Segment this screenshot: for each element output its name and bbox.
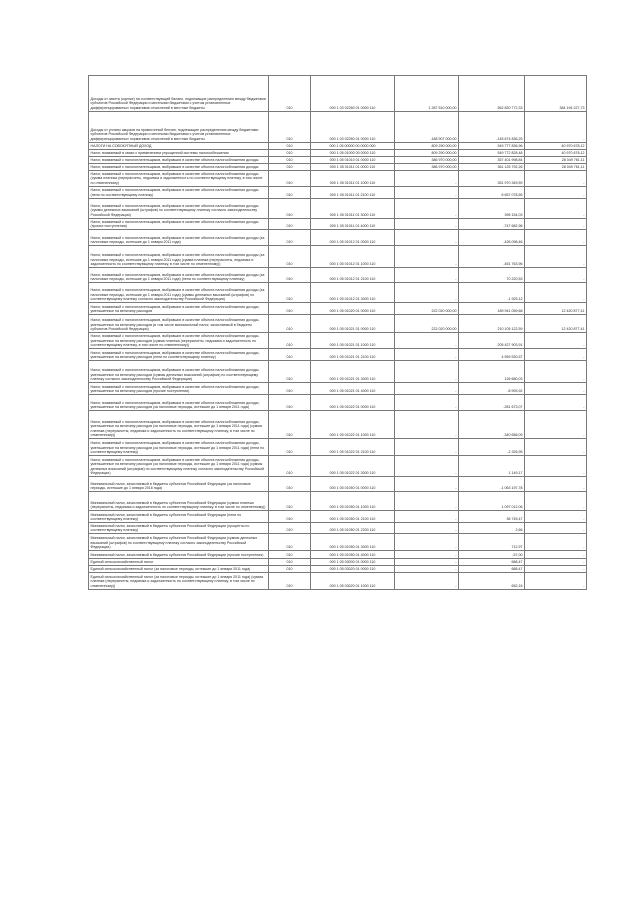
row-approved: - bbox=[395, 230, 459, 246]
table-row bbox=[89, 534, 587, 551]
row-executed: 189 941 059,68 bbox=[459, 303, 525, 315]
row-name: Налог, взимаемый с налогоплательщиков, выбравших в качестве объекта налогообложения доходы (пени по соответствующему платежу) bbox=[89, 187, 269, 199]
row-budget-code: 000 1 05 01010 01 0000 110 bbox=[311, 157, 395, 164]
row-executed: -451 763,96 bbox=[459, 246, 525, 268]
table-row bbox=[89, 572, 587, 589]
row-executed: 549 777 836,96 bbox=[459, 143, 525, 150]
row-approved: - bbox=[395, 477, 459, 492]
row-approved: - bbox=[395, 268, 459, 283]
table-row bbox=[89, 303, 587, 315]
row-remaining: - bbox=[525, 559, 587, 566]
row-approved: - bbox=[395, 456, 459, 477]
row-remaining: 40 970 678,12 bbox=[525, 143, 587, 150]
row-approved: - bbox=[395, 283, 459, 303]
row-approved: - bbox=[395, 333, 459, 349]
row-line-code: 010 bbox=[269, 230, 311, 246]
row-executed: 210 105 122,59 bbox=[459, 315, 525, 333]
table-row bbox=[89, 230, 587, 246]
row-remaining: - bbox=[525, 230, 587, 246]
table-row bbox=[89, 477, 587, 492]
row-budget-code: 000 1 05 01011 01 2100 110 bbox=[311, 187, 395, 199]
row-remaining: - bbox=[525, 492, 587, 511]
row-remaining: - bbox=[525, 187, 587, 199]
row-line-code: 010 bbox=[269, 157, 311, 164]
row-remaining: - bbox=[525, 477, 587, 492]
row-executed: -426 098,46 bbox=[459, 230, 525, 246]
row-name: Налог, взимаемый с налогоплательщиков, выбравших в качестве объекта налогообложения доходы (за налоговые периоды, истекшие до 1 января 2011 года) (суммы денежных взысканий (штрафов) по соответствующему платежу согласно законодательству Российской Федерации) bbox=[89, 283, 269, 303]
table-row bbox=[89, 315, 587, 333]
row-budget-code: 000 1 05 01022 01 0000 110 bbox=[311, 395, 395, 411]
row-remaining: - bbox=[525, 395, 587, 411]
row-budget-code: 000 1 03 02260 01 0000 110 bbox=[311, 76, 395, 112]
row-budget-code: 000 1 05 01012 01 3000 110 bbox=[311, 283, 395, 303]
row-approved: 809 290 000,00 bbox=[395, 143, 459, 150]
table-row bbox=[89, 76, 587, 112]
row-name: Единый сельскохозяйственный налог bbox=[89, 559, 269, 566]
row-name: Минимальный налог, зачисляемый в бюджеты субъектов Российской Федерации (суммы денежных взысканий (штрафов) по соответствующему платежу согласно законодательству Российской Федерации) bbox=[89, 534, 269, 551]
row-line-code: 010 bbox=[269, 534, 311, 551]
table-row bbox=[89, 361, 587, 383]
row-name: Налог, взимаемый с налогоплательщиков, выбравших в качестве объекта налогообложения доходы, уменьшенные на величину расходов (за налоговые периоды, истекшие до 1 января 2011 года) bbox=[89, 395, 269, 411]
row-name: Налог, взимаемый с налогоплательщиков, выбравших в качестве объекта налогообложения доходы, уменьшенные на величину расходов (прочие поступления) bbox=[89, 383, 269, 395]
row-approved: - bbox=[395, 199, 459, 219]
table-row bbox=[89, 395, 587, 411]
row-remaining: 384 194 227,73 bbox=[525, 76, 587, 112]
row-name: Единый сельскохозяйственный налог (за налоговые периоды, истекшие до 1 января 2011 года) bbox=[89, 566, 269, 573]
row-approved: 222 020 000,00 bbox=[395, 315, 459, 333]
row-approved: 222 020 000,00 bbox=[395, 303, 459, 315]
table-row bbox=[89, 349, 587, 361]
row-budget-code: 000 1 05 03020 01 1000 110 bbox=[311, 572, 395, 589]
row-name: Доходы от уплаты акцизов на прямогонный бензин, подлежащие распределению между бюджетами субъектов Российской Федерации и местными бюджетами с учетом установленных дифференцированных нормативов отчислений в местные бюджеты bbox=[89, 112, 269, 143]
table-row bbox=[89, 143, 587, 150]
row-executed: 1 149,17 bbox=[459, 456, 525, 477]
row-name: Налог, взимаемый в связи с применением упрощенной системы налогообложения bbox=[89, 150, 269, 157]
row-line-code: 010 bbox=[269, 551, 311, 559]
row-budget-code: 000 1 05 01012 01 0000 110 bbox=[311, 230, 395, 246]
row-approved: 386 970 000,00 bbox=[395, 164, 459, 171]
row-name: Налог, взимаемый с налогоплательщиков, выбравших в качестве объекта налогообложения доходы (за налоговые периоды, истекшие до 1 января 2011 года) (сумма платежа (перерасчеты, недоимка и задолженность по соответствующему платежу, в том числе по отмененному)) bbox=[89, 246, 269, 268]
row-name: Налог, взимаемый с налогоплательщиков, выбравших в качестве объекта налогообложения доходы, уменьшенные на величину расходов (за налоговые периоды, истекшие до 1 января 2011 года) (сумма платежа (перерасчеты, недоимка и задолженность по соответствующему платежу, в том числе по отмененному)) bbox=[89, 411, 269, 439]
row-approved: - bbox=[395, 383, 459, 395]
row-executed: 36 745,47 bbox=[459, 511, 525, 523]
row-budget-code: 000 1 05 01050 01 3000 110 bbox=[311, 534, 395, 551]
row-line-code: 010 bbox=[269, 411, 311, 439]
row-name: Налог, взимаемый с налогоплательщиков, выбравших в качестве объекта налогообложения доходы, уменьшенные на величину расходов (в том числе минимальный налог, зачисляемый в бюджеты субъектов Российской Федерации) bbox=[89, 315, 269, 333]
row-approved: - bbox=[395, 395, 459, 411]
row-budget-code: 000 1 05 01011 01 0000 110 bbox=[311, 164, 395, 171]
row-name: Налог, взимаемый с налогоплательщиков, выбравших в качестве объекта налогообложения доходы (за налоговые периоды, истекшие до 1 января 2011 года) (пени по соответствующему платежу) bbox=[89, 268, 269, 283]
row-executed: 357 401 998,84 bbox=[459, 157, 525, 164]
row-executed: 395 154,03 bbox=[459, 199, 525, 219]
row-remaining: - bbox=[525, 361, 587, 383]
row-executed: 652,16 bbox=[459, 572, 525, 589]
row-name: Налог, взимаемый с налогоплательщиков, выбравших в качестве объекта налогообложения доходы, уменьшенные на величину расходов (суммы денежных взысканий (штрафов) по соответствующему платежу согласно законодательству Российской Федерации) bbox=[89, 361, 269, 383]
row-budget-code: 000 1 05 01022 01 2100 110 bbox=[311, 439, 395, 456]
row-approved: 809 290 000,00 bbox=[395, 150, 459, 157]
row-line-code: 010 bbox=[269, 559, 311, 566]
row-approved: - bbox=[395, 171, 459, 187]
row-budget-code: 000 1 05 01050 01 2100 110 bbox=[311, 511, 395, 523]
row-executed: 70 220,53 bbox=[459, 268, 525, 283]
table-row bbox=[89, 511, 587, 523]
row-remaining: 40 970 678,12 bbox=[525, 150, 587, 157]
row-approved: - bbox=[395, 246, 459, 268]
row-approved: - bbox=[395, 534, 459, 551]
row-executed: -340 656,09 bbox=[459, 411, 525, 439]
row-line-code: 010 bbox=[269, 150, 311, 157]
row-executed: 712,97 bbox=[459, 534, 525, 551]
table-row bbox=[89, 566, 587, 573]
row-budget-code: 000 1 05 01012 01 1000 110 bbox=[311, 246, 395, 268]
row-line-code: 010 bbox=[269, 283, 311, 303]
row-line-code: 010 bbox=[269, 199, 311, 219]
table-row bbox=[89, 559, 587, 566]
row-approved: - bbox=[395, 361, 459, 383]
row-line-code: 010 bbox=[269, 315, 311, 333]
row-remaining: - bbox=[525, 219, 587, 230]
row-name: Минимальный налог, зачисляемый в бюджеты субъектов Российской Федерации (пени по соответствующему платежу) bbox=[89, 511, 269, 523]
row-name: Налог, взимаемый с налогоплательщиков, выбравших в качестве объекта налогообложения доходы, уменьшенные на величину расходов (за налоговые периоды, истекшие до 1 января 2011 года) (суммы денежных взысканий (штрафов) по соответствующему платежу согласно законодательству Российской Федерации) bbox=[89, 456, 269, 477]
row-line-code: 010 bbox=[269, 361, 311, 383]
row-name: Налог, взимаемый с налогоплательщиков, выбравших в качестве объекта налогообложения доходы (прочие поступления) bbox=[89, 219, 269, 230]
table-row bbox=[89, 268, 587, 283]
row-remaining: - bbox=[525, 199, 587, 219]
row-line-code: 010 bbox=[269, 333, 311, 349]
row-name: Минимальный налог, зачисляемый в бюджеты субъектов Российской Федерации (проценты по соответствующему платежу) bbox=[89, 523, 269, 534]
row-budget-code: 000 1 05 00000 00 0000 000 bbox=[311, 143, 395, 150]
row-remaining: 28 049 761,11 bbox=[525, 164, 587, 171]
row-name: Налог, взимаемый с налогоплательщиков, выбравших в качестве объекта налогообложения доходы bbox=[89, 157, 269, 164]
row-executed: 688,47 bbox=[459, 559, 525, 566]
row-line-code: 010 bbox=[269, 572, 311, 589]
table-row bbox=[89, 199, 587, 219]
row-line-code: 010 bbox=[269, 219, 311, 230]
row-remaining: 12 420 877,41 bbox=[525, 315, 587, 333]
row-approved: - bbox=[395, 187, 459, 199]
row-budget-code: 000 1 05 01021 01 1000 110 bbox=[311, 333, 395, 349]
row-name: Минимальный налог, зачисляемый в бюджеты субъектов Российской Федерации (сумма платежа (перерасчеты, недоимка и задолженность по соответствующему платежу, в том числе по отмененному)) bbox=[89, 492, 269, 511]
table-row bbox=[89, 157, 587, 164]
row-approved: - bbox=[395, 411, 459, 439]
table-row bbox=[89, 492, 587, 511]
table-row bbox=[89, 456, 587, 477]
row-budget-code: 000 1 05 01022 01 3000 110 bbox=[311, 456, 395, 477]
row-line-code: 010 bbox=[269, 566, 311, 573]
table-row bbox=[89, 523, 587, 534]
row-budget-code: 000 1 05 01022 01 1000 110 bbox=[311, 411, 395, 439]
row-budget-code: 000 1 05 03020 01 0000 110 bbox=[311, 566, 395, 573]
row-executed: 4 559 530,57 bbox=[459, 349, 525, 361]
row-name: Налог, взимаемый с налогоплательщиков, выбравших в качестве объекта налогообложения доходы, уменьшенные на величину расходов (за налоговые периоды, истекшие до 1 января 2011 года) (пени по соответствующему платежу) bbox=[89, 439, 269, 456]
row-line-code: 010 bbox=[269, 112, 311, 143]
row-budget-code: 000 1 05 01050 01 4000 110 bbox=[311, 551, 395, 559]
table-row bbox=[89, 219, 587, 230]
row-executed: 351 970 349,59 bbox=[459, 171, 525, 187]
row-name: Налог, взимаемый с налогоплательщиков, выбравших в качестве объекта налогообложения доходы (за налоговые периоды, истекшие до 1 января 2011 года) bbox=[89, 230, 269, 246]
row-name: Налог, взимаемый с налогоплательщиков, выбравших в качестве объекта налогообложения доходы (сумма платежа (перерасчеты, недоимка и задолженность по соответствующему платежу, в том числе по отмененному) bbox=[89, 171, 269, 187]
row-executed: 6 657 078,55 bbox=[459, 187, 525, 199]
row-executed: -2 326,95 bbox=[459, 439, 525, 456]
row-budget-code: 000 1 05 01020 01 0000 110 bbox=[311, 303, 395, 315]
row-remaining: - bbox=[525, 534, 587, 551]
table-row bbox=[89, 164, 587, 171]
row-line-code: 010 bbox=[269, 439, 311, 456]
row-remaining: - bbox=[525, 246, 587, 268]
table-row bbox=[89, 150, 587, 157]
row-approved: - bbox=[395, 219, 459, 230]
row-remaining: - bbox=[525, 268, 587, 283]
row-budget-code: 000 1 05 01050 01 0000 110 bbox=[311, 477, 395, 492]
table-row bbox=[89, 333, 587, 349]
row-line-code: 010 bbox=[269, 523, 311, 534]
row-remaining: - bbox=[525, 411, 587, 439]
row-remaining: - bbox=[525, 383, 587, 395]
row-executed: 1 097 012,06 bbox=[459, 492, 525, 511]
row-budget-code: 000 1 05 01021 01 4000 110 bbox=[311, 383, 395, 395]
row-remaining: - bbox=[525, 456, 587, 477]
row-executed: 562 820 772,33 bbox=[459, 76, 525, 112]
row-approved: - bbox=[395, 559, 459, 566]
row-line-code: 010 bbox=[269, 268, 311, 283]
row-line-code: 010 bbox=[269, 395, 311, 411]
row-budget-code: 000 1 03 02260 01 0000 110 bbox=[311, 112, 395, 143]
row-line-code: 010 bbox=[269, 456, 311, 477]
row-remaining: - bbox=[525, 566, 587, 573]
row-budget-code: 000 1 05 01021 01 3000 110 bbox=[311, 361, 395, 383]
table-row bbox=[89, 439, 587, 456]
row-approved: 386 970 000,00 bbox=[395, 157, 459, 164]
row-budget-code: 000 1 05 01000 00 0000 110 bbox=[311, 150, 395, 157]
row-name: Единый сельскохозяйственный налог (за налоговые периоды, истекшие до 1 января 2011 года) (сумма платежа (перерасчеты, недоимка и задолженность по соответствующему платежу, в том числе по отмененному)) bbox=[89, 572, 269, 589]
row-budget-code: 000 1 05 01011 01 4000 110 bbox=[311, 219, 395, 230]
row-remaining: 28 049 761,11 bbox=[525, 157, 587, 164]
row-budget-code: 000 1 05 01011 01 1000 110 bbox=[311, 171, 395, 187]
row-executed: 688,47 bbox=[459, 566, 525, 573]
row-executed: -747 682,96 bbox=[459, 219, 525, 230]
row-name: Доходы от зачета (оценке) на соответствующий баланс, подлежащие распределению между бюджетами субъектов Российской Федерации и местными бюджетами с учетом установленных дифференцированных нормативов отчислений в местные бюджеты bbox=[89, 76, 269, 112]
row-line-code: 010 bbox=[269, 383, 311, 395]
row-line-code: 010 bbox=[269, 246, 311, 268]
table-row bbox=[89, 411, 587, 439]
row-approved: - bbox=[395, 523, 459, 534]
row-remaining: - bbox=[525, 511, 587, 523]
row-name: Налог, взимаемый с налогоплательщиков, выбравших в качестве объекта налогообложения доходы, уменьшенные на величину расходов bbox=[89, 303, 269, 315]
row-remaining: - bbox=[525, 333, 587, 349]
row-budget-code: 000 1 05 01050 01 2200 110 bbox=[311, 523, 395, 534]
row-name: Налог, взимаемый с налогоплательщиков, выбравших в качестве объекта налогообложения доходы, уменьшенные на величину расходов (сумма платежа (перерасчеты, недоимка и задолженность по соответствующему платежу, в том числе по отмененному)) bbox=[89, 333, 269, 349]
row-line-code: 010 bbox=[269, 187, 311, 199]
row-remaining: - bbox=[525, 551, 587, 559]
row-budget-code: 000 1 05 01021 01 2100 110 bbox=[311, 349, 395, 361]
row-remaining: - bbox=[525, 572, 587, 589]
table-row bbox=[89, 283, 587, 303]
row-name: НАЛОГИ НА СОВОКУПНЫЙ ДОХОД bbox=[89, 143, 269, 150]
table-row bbox=[89, 171, 587, 187]
row-budget-code: 000 1 05 03000 01 0000 110 bbox=[311, 559, 395, 566]
row-executed: -1 925,12 bbox=[459, 283, 525, 303]
row-approved: -188 907 000,00 bbox=[395, 112, 459, 143]
row-name: Налог, взимаемый с налогоплательщиков, выбравших в качестве объекта налогообложения доходы (суммы денежных взысканий (штрафов) по соответствующему платежу согласно законодательству Российской Федерации) bbox=[89, 199, 269, 219]
table-row bbox=[89, 383, 587, 395]
row-line-code: 010 bbox=[269, 143, 311, 150]
row-approved: - bbox=[395, 511, 459, 523]
row-approved: - bbox=[395, 349, 459, 361]
row-executed: -281 673,07 bbox=[459, 395, 525, 411]
row-name: Минимальный налог, зачисляемый в бюджеты субъектов Российской Федерации (за налоговые периоды, истекшие до 1 января 2016 года) bbox=[89, 477, 269, 492]
row-remaining: - bbox=[525, 112, 587, 143]
row-line-code: 010 bbox=[269, 76, 311, 112]
row-executed: -145 674 836,25 bbox=[459, 112, 525, 143]
row-remaining: - bbox=[525, 171, 587, 187]
row-executed: -57,00 bbox=[459, 551, 525, 559]
table-row bbox=[89, 246, 587, 268]
row-line-code: 010 bbox=[269, 492, 311, 511]
row-executed: 2,66 bbox=[459, 523, 525, 534]
row-budget-code: 000 1 05 01012 01 2100 110 bbox=[311, 268, 395, 283]
row-remaining: - bbox=[525, 349, 587, 361]
row-remaining: - bbox=[525, 523, 587, 534]
row-remaining: - bbox=[525, 439, 587, 456]
row-executed: 549 772 828,48 bbox=[459, 150, 525, 157]
row-name: Налог, взимаемый с налогоплательщиков, выбравших в качестве объекта налогообложения доходы bbox=[89, 164, 269, 171]
row-name: Налог, взимаемый с налогоплательщиков, выбравших в качестве объекта налогообложения доходы, уменьшенные на величину расходов (пени по соответствующему платежу) bbox=[89, 349, 269, 361]
row-approved: - bbox=[395, 551, 459, 559]
row-line-code: 010 bbox=[269, 171, 311, 187]
row-remaining: - bbox=[525, 283, 587, 303]
row-line-code: 010 bbox=[269, 164, 311, 171]
row-approved: - bbox=[395, 566, 459, 573]
row-executed: 205 427 903,91 bbox=[459, 333, 525, 349]
income-table bbox=[88, 75, 587, 590]
row-name: Минимальный налог, зачисляемый в бюджеты субъектов Российской Федерации (прочие поступления) bbox=[89, 551, 269, 559]
row-line-code: 010 bbox=[269, 477, 311, 492]
row-line-code: 010 bbox=[269, 349, 311, 361]
table-row bbox=[89, 551, 587, 559]
table-row bbox=[89, 187, 587, 199]
row-budget-code: 000 1 05 01011 01 3000 110 bbox=[311, 199, 395, 219]
table-row bbox=[89, 112, 587, 143]
row-approved: - bbox=[395, 492, 459, 511]
row-budget-code: 000 1 05 01021 01 0000 110 bbox=[311, 315, 395, 333]
row-executed: -8 993,92 bbox=[459, 383, 525, 395]
row-approved: - bbox=[395, 439, 459, 456]
row-budget-code: 000 1 05 01050 01 1000 110 bbox=[311, 492, 395, 511]
row-line-code: 010 bbox=[269, 303, 311, 315]
row-executed: 126 680,03 bbox=[459, 361, 525, 383]
row-approved: - bbox=[395, 572, 459, 589]
row-executed: -1 063 197,78 bbox=[459, 477, 525, 492]
row-approved: 1 287 510 000,00 bbox=[395, 76, 459, 112]
row-remaining: 12 420 877,41 bbox=[525, 303, 587, 315]
row-line-code: 010 bbox=[269, 511, 311, 523]
row-executed: 361 125 792,26 bbox=[459, 164, 525, 171]
